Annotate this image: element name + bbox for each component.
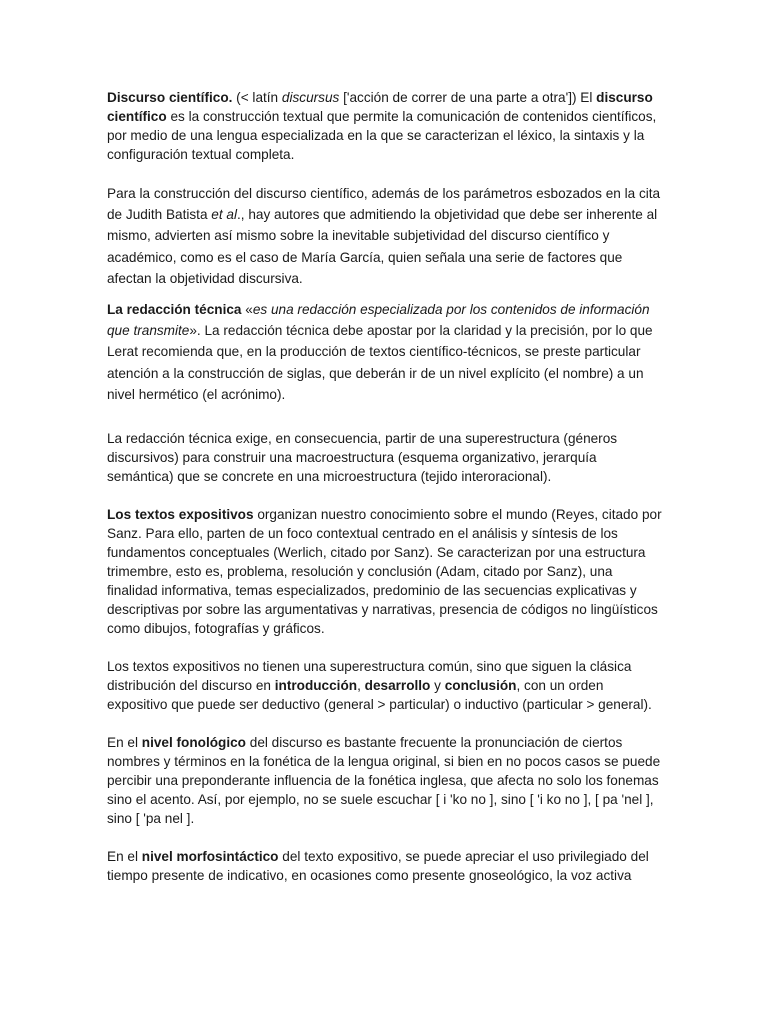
text-span: Los textos expositivos no tienen una superestructura común, sino que siguen la clásica distribución del discurso en <box>107 659 632 694</box>
term-textos-expositivos: Los textos expositivos <box>107 507 254 523</box>
latin-word: discursus <box>281 90 340 105</box>
paragraph-textos-expositivos <box>107 505 663 638</box>
term-introduccion: introducción <box>274 678 358 694</box>
text-span: del discurso es bastante frecuente la pronunciación de ciertos nombres y términos en la fonética de la lengua original, si bien en no pocos casos se puede percibir una preponderante influencia de la fonética inglesa, que afecta no solo los fonemas sino el acento. Así, por ejemplo, no se suele escuchar [ i 'ko no ], sino [ 'i ko no ], [ pa 'nel ], sino [ 'pa nel ]. <box>107 735 661 827</box>
text-span: La redacción técnica exige, en consecuencia, partir de una superestructura (géneros discursivos) para construir una macroestructura (esquema organizativo, jerarquía semántica) que se concrete en una microestructura (tejido interoracional). <box>107 431 618 485</box>
text-span: , <box>357 678 365 694</box>
paragraph-superestructura <box>107 429 663 486</box>
text-span: (< latín <box>232 90 282 105</box>
et-al: et al <box>211 207 237 223</box>
paragraph-superestructura-comun <box>107 657 663 714</box>
term-redaccion-tecnica: La redacción técnica <box>107 302 242 318</box>
text-span: « <box>241 302 253 318</box>
term-nivel-fonologico: nivel fonológico <box>141 735 246 751</box>
text-span: y <box>430 678 445 694</box>
text-span: ». La redacción técnica debe apostar por la claridad y la precisión, por lo que Lerat recomienda que, en la producción de textos científico-técnicos, se preste particular atención a la construcción de siglas, que deberán ir de un nivel explícito (el nombre) a un nivel hermético (el acrónimo). <box>107 323 653 402</box>
term-nivel-morfosintactico: nivel morfosintáctico <box>141 849 279 865</box>
term-discurso-cientifico: Discurso científico. <box>107 90 233 105</box>
paragraph-nivel-fonologico <box>107 733 663 828</box>
text-span: ., hay autores que admitiendo la objetividad que debe ser inherente al mismo, advierten así mismo sobre la inevitable subjetividad del discurso científico y académico, como es el caso de María García, quien señala una serie de factores que afectan la objetividad discursiva. <box>107 207 658 286</box>
quote: es una redacción especializada por los contenidos de información que transmite <box>107 302 650 339</box>
paragraph-redaccion-tecnica <box>107 299 663 405</box>
document-page <box>107 88 663 885</box>
term-desarrollo: desarrollo <box>364 678 431 694</box>
text-span: es la construcción textual que permite la comunicación de contenidos científicos, por medio de una lengua especializada en la que se caracterizan el léxico, la sintaxis y la configuración textual completa. <box>107 109 657 162</box>
bold-term: discurso científico <box>107 90 653 124</box>
text-span: Para la construcción del discurso científico, además de los parámetros esbozados en la cita de Judith Batista <box>107 186 661 223</box>
paragraph-discurso-cientifico <box>107 88 663 164</box>
text-span: del texto expositivo, se puede apreciar el uso privilegiado del tiempo presente de indicativo, en ocasiones como presente gnoseológico, la voz activa <box>107 849 649 884</box>
text-span: ['acción de correr de una parte a otra']) El <box>339 90 597 105</box>
term-conclusion: conclusión <box>444 678 517 694</box>
text-span: En el <box>107 735 142 751</box>
text-span: En el <box>107 849 142 865</box>
paragraph-construccion <box>107 183 663 289</box>
text-span: organizan nuestro conocimiento sobre el mundo (Reyes, citado por Sanz. Para ello, parten de un foco contextual centrado en el análisis y síntesis de los fundamentos conceptuales (Werlich, citado por Sanz). Se caracterizan por una estructura trimembre, esto es, problema, resolución y conclusión (Adam, citado por Sanz), una finalidad informativa, temas especializados, predominio de las secuencias explicativas y descriptivas por sobre las argumentativas y narrativas, presencia de códigos no lingüísticos como dibujos, fotografías y gráficos. <box>107 507 662 637</box>
text-span: , con un orden expositivo que puede ser deductivo (general > particular) o inductivo (particular > general). <box>107 678 652 713</box>
paragraph-nivel-morfosintactico <box>107 847 663 885</box>
